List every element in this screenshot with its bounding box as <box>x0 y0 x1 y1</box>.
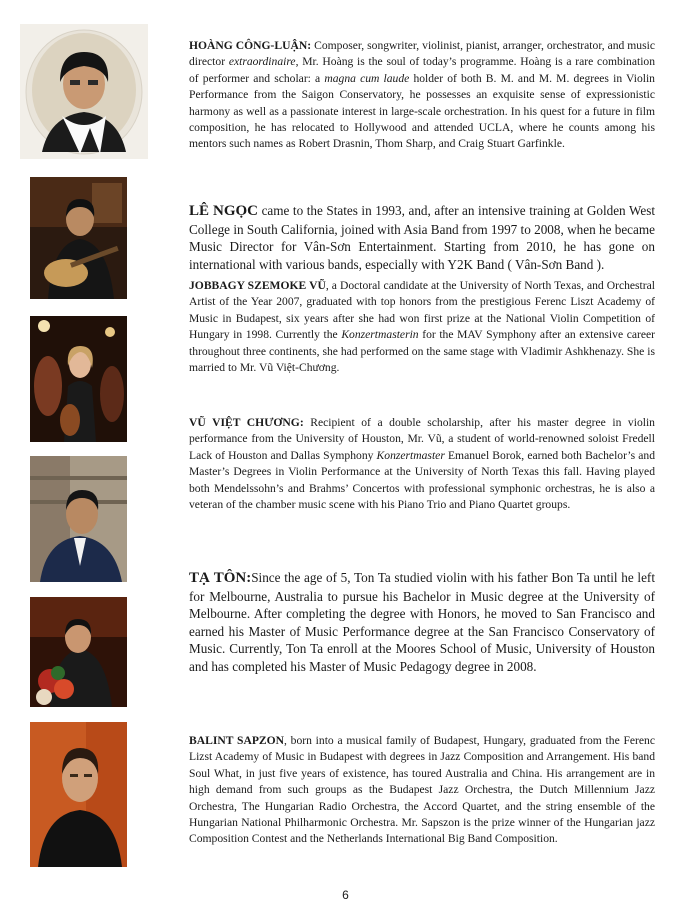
bio-emphasis: extraordinaire <box>228 55 296 69</box>
bio-name: BALINT SAPZON <box>189 734 285 747</box>
bio-emphasis: Konzertmaster <box>376 448 445 462</box>
bio-text: Recipient of a double scholarship, after his master degree in violin performance from the University of Houston, Mr. Vũ, a student of world-renowned soloist Fredell Lack of Houston and Dallas Symphony <box>189 416 655 462</box>
bio-name: TẠ TÔN: <box>189 570 252 586</box>
bio-text: for the MAV Symphony after an extensive career throughout three continents, she had performed on the same stage with Vladimir Ashkhenazy. She is married to Mr. Vũ Việt-Chương. <box>189 328 656 375</box>
bio-text: Since the age of 5, Ton Ta studied violin with his father Bon Ta until he left for Melbourne, Australia to pursue his Bachelor in Music degree at the University of Melbourne. After completing the degree with Honors, he moved to San Francisco and earned his Master of Music Performance degree at the San Francisco Conservatory of Music. Currently, Ton Ta enroll at the Moores School of Music, University of Houston and has completed his Master of Music Pedagogy degree in 2008. <box>189 570 655 674</box>
photo-ta-ton <box>30 597 127 707</box>
bio-balint-sapzon <box>189 733 655 848</box>
bio-emphasis: magna cum laude <box>324 71 410 85</box>
bio-text: , a Doctoral candidate at the University of North Texas, and Orchestral Artist of the Year 2007, graduated with top honors from the prestigious Ferenc Liszt Academy of Music in Budapest, six years after she had won first prize at the National Violin Competition of Hungary in 1998. Currently the <box>189 279 655 342</box>
bio-name: LÊ NGỌC <box>189 203 259 219</box>
bio-name: VŨ VIỆT CHƯƠNG: <box>189 416 304 429</box>
bio-text: came to the States in 1993, and, after an intensive training at Golden West College in South California, joined with Asia Band from 1997 to 2008, when he became Music Director for Vân-Sơn Entertainment. Starting from 2010, he has gone on international with various bands, especially with Y2K Band ( Vân-Sơn Band ). <box>189 203 655 272</box>
bio-hoang-cong-luan <box>189 38 655 153</box>
bio-vu-viet-chuong <box>189 415 655 513</box>
bio-name: HOÀNG CÔNG-LUẬN: <box>189 39 312 52</box>
photo-vu-viet-chuong <box>30 456 127 582</box>
photo-jobbagy-szemoke-vu <box>30 316 127 442</box>
bio-emphasis: Konzertmasterin <box>341 328 419 342</box>
page-number: 6 <box>342 888 349 902</box>
bio-text: holder of both B. M. and M. M. degrees in Violin Performance from the Saigon Conservatory, he possesses an exquisite sense of expressionistic harmony as well as a passionate interest in large-scale orchestration. In his quest for a future in film composition, he has relocated to Hollywood and attended UCLA, where he counts among his mentors such names as Robert Drasnin, Thom Sharp, and Craig Stuart Garfinkle. <box>189 71 655 151</box>
photo-hoang-cong-luan <box>20 24 148 159</box>
bio-text: , Mr. Hoàng is the soul of today’s programme. Hoàng is a rare combination of performer and scholar: a <box>189 55 656 85</box>
photo-le-ngoc <box>30 177 127 299</box>
bio-ta-ton <box>189 569 655 676</box>
photo-balint-sapzon <box>30 722 127 867</box>
bio-jobbagy-szemoke-vu <box>189 278 655 376</box>
bio-text: Emanuel Borok, earned both Bachelor’s and Master’s Degrees in Violin Performance at the University of North Texas this fall. Having played both Mendelssohn’s and Brahms’ Concertos with professional symphonic orchestras, he is also a veteran of the chamber music scene with his Piano Trio and Piano Quartet groups. <box>189 448 655 512</box>
bio-name: JOBBAGY SZEMOKE VŨ <box>189 279 326 292</box>
bio-text: , born into a musical family of Budapest, Hungary, graduated from the Ferenc Lizst Academy of Music in Budapest with degrees in Jazz Composition and Arrangement. His band Soul What, in just five years of existence, has toured Australia and China. His arrangement are in high demand from such groups as the Budapest Jazz Orchestra, the Dutch Millennium Jazz Orchestra, The Hungarian Radio Orchestra, the Accord Quartet, and the string ensemble of the Hungarian National Philharmonic Orchestra. Mr. Sapszon is the prize winner of the Hungarian jazz Composition Contest and the Netherlands International Big Band Composition. <box>189 734 656 846</box>
bio-text: Composer, songwriter, violinist, pianist, arranger, orchestrator, and music director <box>189 39 655 69</box>
bio-le-ngoc <box>189 202 655 273</box>
